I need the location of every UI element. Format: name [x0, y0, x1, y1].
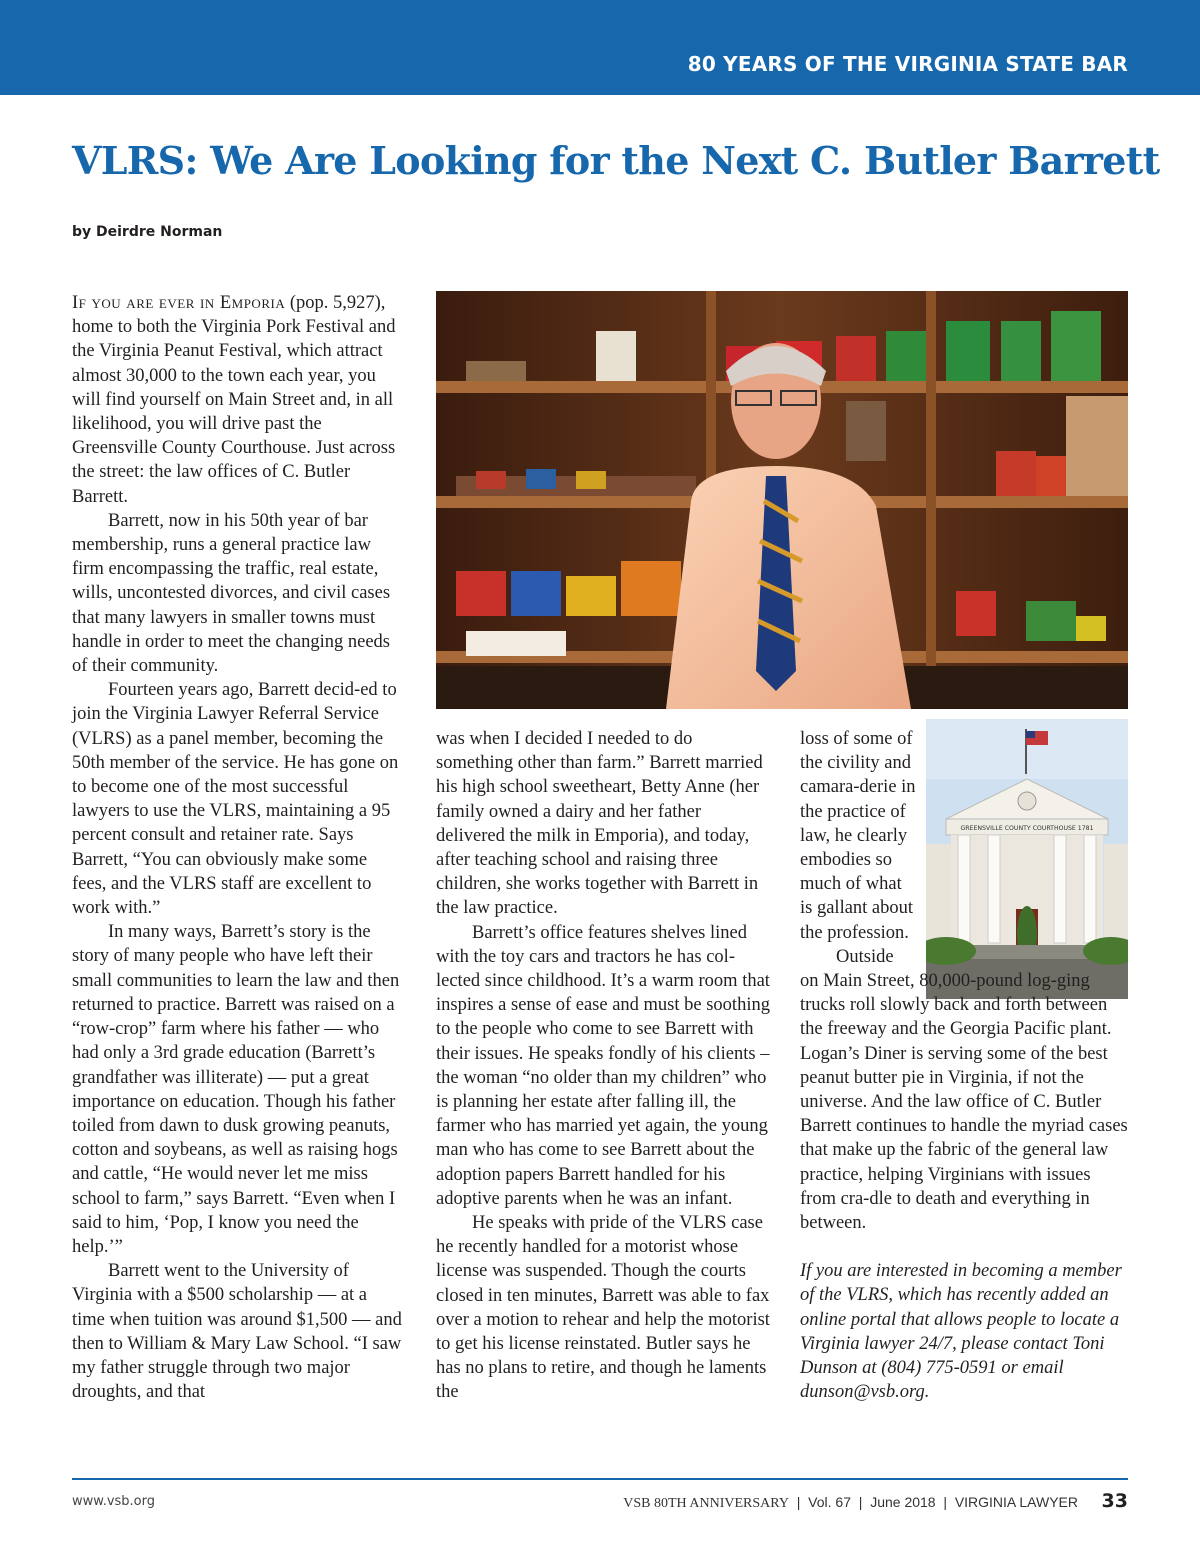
footer-volume: Vol. 67 [808, 1494, 851, 1510]
paragraph [72, 291, 402, 509]
office-photo-illustration [436, 291, 1128, 709]
footer-separator: | [943, 1494, 948, 1510]
header-bar [0, 0, 1200, 95]
footer-rule [72, 1478, 1128, 1480]
wrap-area [800, 727, 918, 969]
paragraph: Barrett, now in his 50th year of bar membership, runs a general practice law firm encompassing the traffic, real estate, wills, uncontested divorces, and civil cases that many lawyers in smaller towns must handle in order to meet the changing needs of their community. [72, 510, 391, 677]
paragraph-text: (pop. 5,927), home to both the Virginia Pork Festival and the Virginia Peanut Festival, which attract almost 30,000 to the town each year, you will find yourself on Main Street and, in all likelihood, you will drive past the Greensville County Courthouse. Just across the street: the law offices of C. Butler Barrett. [72, 293, 396, 507]
paragraph: Barrett went to the University of Virginia with a $500 scholarship — at a time when tuition was around $1,500 — and then to William & Mary Law School. “I saw my father struggle through two major droughts, and that [72, 1261, 402, 1403]
footer-magazine: VIRGINIA LAWYER [954, 1494, 1078, 1510]
page-number: 33 [1101, 1490, 1128, 1512]
footer-url[interactable]: www.vsb.org [72, 1494, 156, 1509]
footer-separator: | [858, 1494, 863, 1510]
closing-note: If you are interested in becoming a member of the VLRS, which has recently added an online portal that allows people to locate a Virginia lawyer 24/7, please contact Toni Dunson at (804) 775-0591 or email dunson@vsb.org. [800, 1261, 1122, 1403]
section-title: 80 YEARS OF THE VIRGINIA STATE BAR [687, 52, 1128, 76]
article-column-3 [800, 727, 1128, 1404]
footer-date: June 2018 [870, 1494, 936, 1510]
paragraph: on Main Street, 80,000-pound log-ging trucks roll slowly back and forth between the freeway and the Georgia Pacific plant. Logan’s Diner is serving some of the best peanut butter pie in Virginia, if not the universe. And the law office of C. Butler Barrett continues to handle the myriad cases that make up the fabric of the general law practice, helping Virginians with issues from cra-dle to death and everything in between. [800, 971, 1128, 1234]
paragraph: was when I decided I needed to do something other than farm.” Barrett married his high school sweetheart, Betty Anne (her family owned a dairy and her father delivered the milk in Emporia), and today, after teaching school and raising three children, she works together with Barrett in the law practice. [436, 729, 763, 919]
footer-separator: | [796, 1494, 801, 1510]
article-column-2 [436, 727, 771, 1405]
article-title: VLRS: We Are Looking for the Next C. Butler Barrett [72, 138, 1160, 183]
paragraph: loss of some of the civility and camara-derie in the practice of law, he clearly embodies so much of what is gallant about the profession. [800, 729, 916, 943]
office-photo [436, 291, 1128, 709]
lead-in: If you are ever in Emporia [72, 293, 286, 313]
footer-info [623, 1494, 1078, 1512]
paragraph: Fourteen years ago, Barrett decid-ed to join the Virginia Lawyer Referral Service (VLRS) as a panel member, becoming the 50th member of the service. He has gone on to become one of the most successful lawyers to use the VLRS, maintaining a 95 percent consult and retainer rate. Says Barrett, “You can obviously make some fees, and the VLRS staff are excellent to work with.” [72, 680, 399, 919]
footer-anniversary: VSB 80TH ANNIVERSARY [623, 1496, 789, 1511]
article-column-1 [72, 291, 402, 1404]
paragraph: Barrett’s office features shelves lined with the toy cars and tractors he has col-lected since childhood. It’s a warm room that inspires a sense of ease and must be soothing to the people who come to see Barrett with their issues. He speaks fondly of his clients – the woman “no older than my children” who is planning her estate after falling ill, the farmer who has married yet again, the young man who has come to see Barrett about the adoption papers Barrett handled for his adoptive parents when he was an infant. [436, 922, 770, 1209]
courthouse-sign: GREENSVILLE COUNTY COURTHOUSE 1781 [960, 825, 1094, 832]
paragraph: He speaks with pride of the VLRS case he recently handled for a motorist whose license was suspended. Though the courts closed in ten minutes, Barrett was able to fax over a motion to rehear and help the motorist to get his license reinstated. Butler says he has no plans to retire, and though he laments the [436, 1213, 770, 1403]
byline: by Deirdre Norman [72, 224, 223, 240]
paragraph: In many ways, Barrett’s story is the story of many people who have left their small communities to learn the law and then returned to practice. Barrett was raised on a “row-crop” farm where his father — who had only a 3rd grade education (Barrett’s grandfather was illiterate) — put a great importance on education. Though his father toiled from dawn to dusk growing peanuts, cotton and soybeans, as well as raising hogs and cattle, “He would never let me miss school to farm,” says Barrett. “Even when I said to him, ‘Pop, I know you need the help.’” [72, 922, 400, 1257]
paragraph: Outside [836, 946, 894, 967]
